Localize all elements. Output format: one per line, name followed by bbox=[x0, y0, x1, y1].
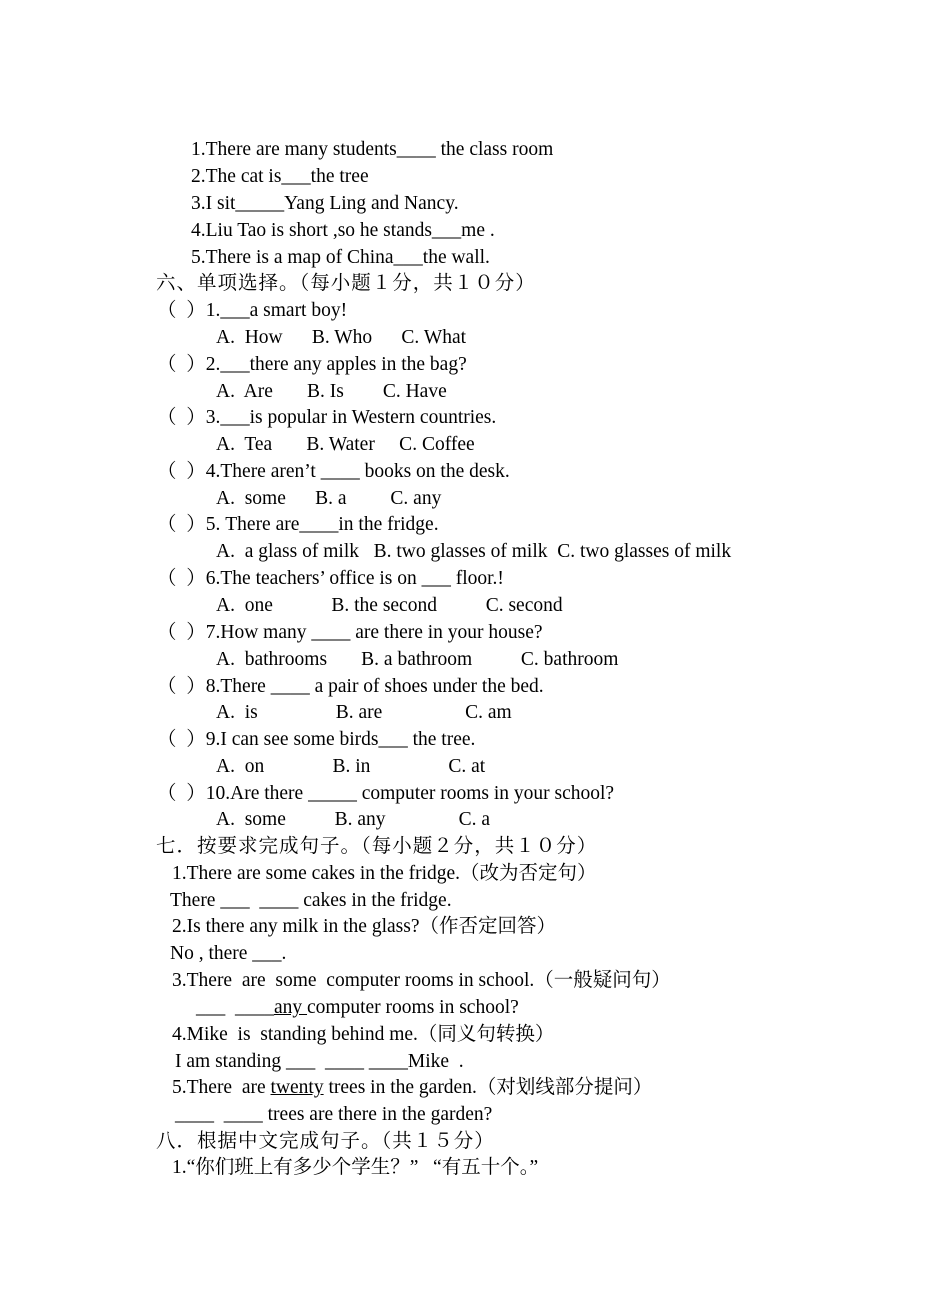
fill-item-1: 1.There are many students____ the class room bbox=[191, 139, 554, 160]
mc-options-2: A. Are B. Is C. Have bbox=[216, 381, 447, 402]
section-6-heading: 六、单项选择。（每小题１分，共１０分） bbox=[156, 273, 536, 294]
transform-answer-4: I am standing ___ ____ ____Mike . bbox=[175, 1051, 464, 1072]
mc-options-3: A. Tea B. Water C. Coffee bbox=[216, 434, 475, 455]
transform-answer-5: ____ ____ trees are there in the garden? bbox=[175, 1104, 493, 1125]
mc-options-7: A. bathrooms B. a bathroom C. bathroom bbox=[216, 649, 619, 670]
mc-question-3: （ ）3.___is popular in Western countries. bbox=[157, 407, 497, 428]
underlined-word: any bbox=[274, 997, 308, 1018]
transform-item-2: 2.Is there any milk in the glass?（作否定回答） bbox=[172, 916, 556, 937]
transform-item-4: 4.Mike is standing behind me.（同义句转换） bbox=[172, 1024, 555, 1045]
mc-question-2: （ ）2.___there any apples in the bag? bbox=[157, 354, 467, 375]
answer-rest: computer rooms in school? bbox=[307, 997, 519, 1018]
fill-item-4: 4.Liu Tao is short ,so he stands___me . bbox=[191, 220, 495, 241]
transform-item-1: 1.There are some cakes in the fridge.（改为否定句） bbox=[172, 863, 597, 884]
transform-answer-2: No , there ___. bbox=[170, 943, 287, 964]
transform-item-3: 3.There are some computer rooms in school.（一般疑问句） bbox=[172, 970, 671, 991]
mc-question-6: （ ）6.The teachers’ office is on ___ floor.! bbox=[157, 568, 504, 589]
transform-answer-1: There ___ ____ cakes in the fridge. bbox=[170, 890, 452, 911]
mc-question-8: （ ）8.There ____ a pair of shoes under the bed. bbox=[157, 676, 544, 697]
mc-question-9: （ ）9.I can see some birds___ the tree. bbox=[157, 729, 476, 750]
fill-item-3: 3.I sit_____Yang Ling and Nancy. bbox=[191, 193, 459, 214]
mc-options-5: A. a glass of milk B. two glasses of milk C. two glasses of milk bbox=[216, 541, 732, 562]
fill-item-2: 2.The cat is___the tree bbox=[191, 166, 369, 187]
sentence-start: 5.There are bbox=[172, 1077, 271, 1098]
translate-item-1: 1.“你们班上有多少个学生？” “有五十个。” bbox=[172, 1157, 539, 1178]
sentence-end: trees in the garden.（对划线部分提问） bbox=[323, 1077, 653, 1098]
mc-options-1: A. How B. Who C. What bbox=[216, 327, 467, 348]
mc-options-6: A. one B. the second C. second bbox=[216, 595, 563, 616]
underlined-word: twenty bbox=[270, 1077, 324, 1098]
mc-options-4: A. some B. a C. any bbox=[216, 488, 442, 509]
mc-question-1: （ ）1.___a smart boy! bbox=[157, 300, 348, 321]
section-7-heading: 七．按要求完成句子。（每小题２分，共１０分） bbox=[156, 836, 598, 857]
mc-question-5: （ ）5. There are____in the fridge. bbox=[157, 514, 439, 535]
mc-question-10: （ ）10.Are there _____ computer rooms in your school? bbox=[157, 783, 615, 804]
section-8-heading: 八．根据中文完成句子。（共１５分） bbox=[156, 1131, 495, 1152]
mc-question-7: （ ）7.How many ____ are there in your house? bbox=[157, 622, 543, 643]
transform-item-5 bbox=[172, 1074, 652, 1101]
mc-options-9: A. on B. in C. at bbox=[216, 756, 486, 777]
transform-answer-3 bbox=[196, 994, 519, 1021]
mc-question-4: （ ）4.There aren’t ____ books on the desk. bbox=[157, 461, 510, 482]
answer-blanks: ___ ____ bbox=[196, 997, 274, 1018]
mc-options-10: A. some B. any C. a bbox=[216, 809, 491, 830]
fill-item-5: 5.There is a map of China___the wall. bbox=[191, 247, 490, 268]
mc-options-8: A. is B. are C. am bbox=[216, 702, 512, 723]
